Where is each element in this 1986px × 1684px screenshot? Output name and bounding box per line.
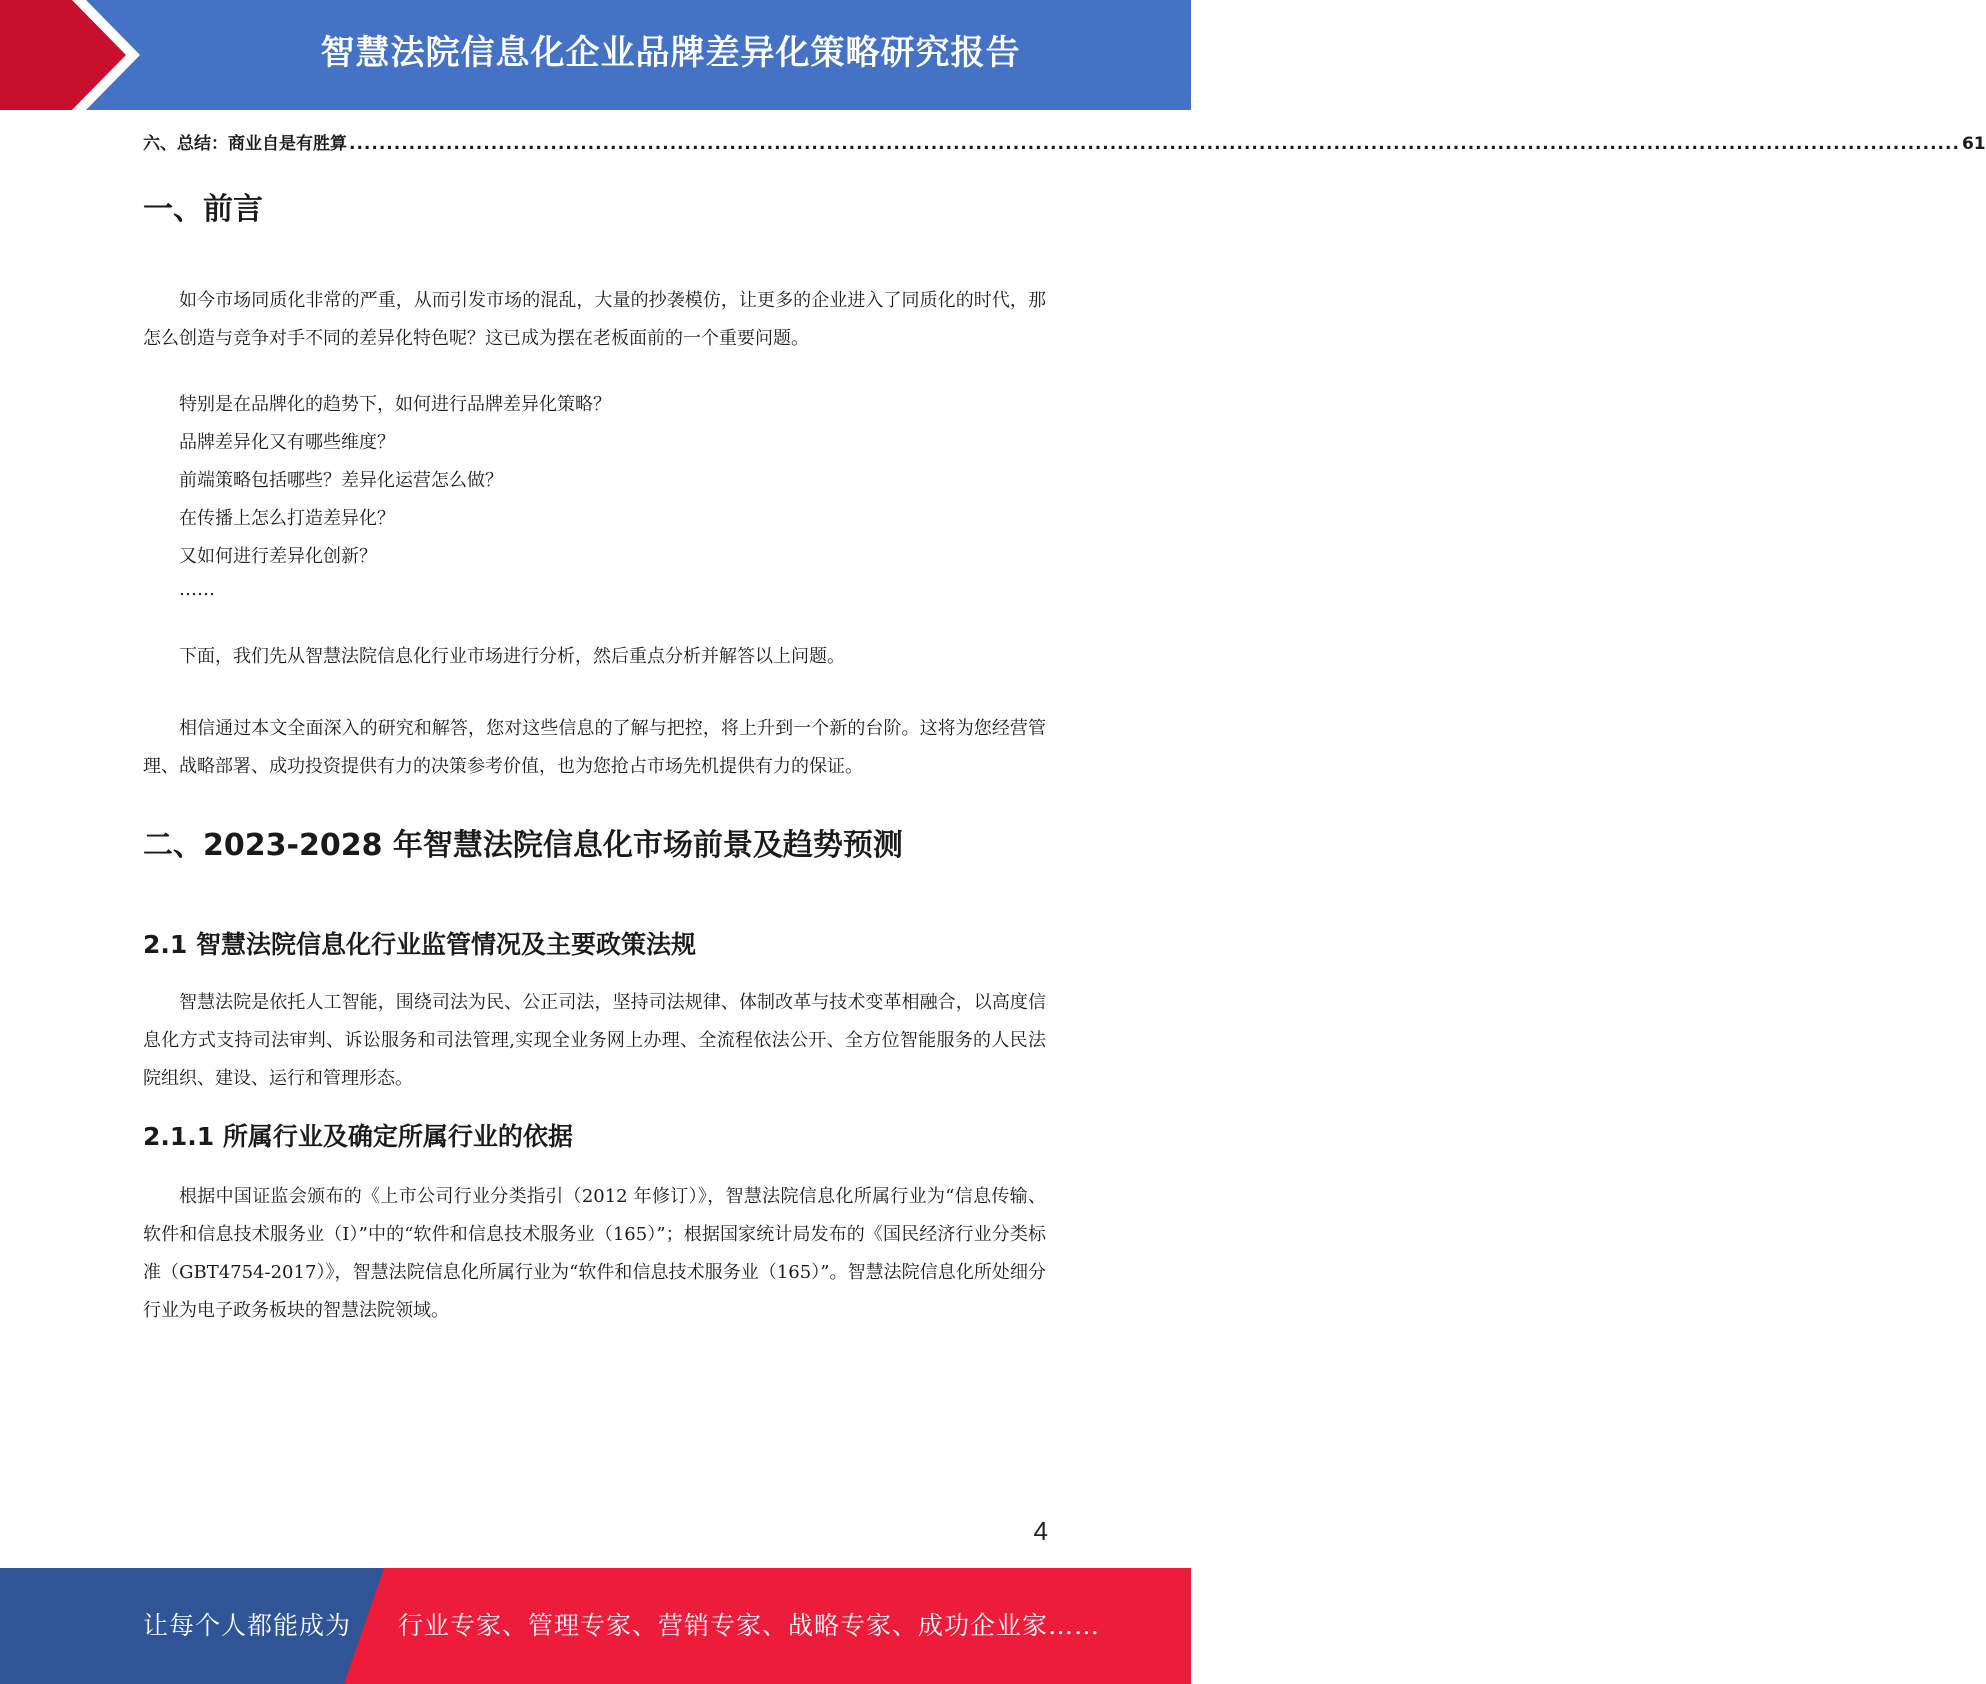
section-heading-preface: 一、前言 (143, 192, 263, 227)
industry-basis-paragraph: 根据中国证监会颁布的《上市公司行业分类指引（2012 年修订）》，智慧法院信息化所属行业为“信息传输、软件和信息技术服务业（I）”中的“软件和信息技术服务业（165）”；根据国家统计局发布的《国民经济行业分类标准（GBT4754-2017）》，智慧法院信息化所属行业为“软件和信息技术服务业（165）”。智慧法院信息化所处细分行业为电子政务板块的智慧法院领域。 (143, 1186, 1046, 1321)
subsection-heading-regulation: 2.1 智慧法院信息化行业监管情况及主要政策法规 (143, 930, 696, 959)
preface-paragraph-3: 相信通过本文全面深入的研究和解答，您对这些信息的了解与把控，将上升到一个新的台阶。这将为您经营管理、战略部署、成功投资提供有力的决策参考价值，也为您抢占市场先机提供有力的保证。 (143, 718, 1046, 777)
toc-leader-dots: ........................................................................................................................................................................................................................ (349, 134, 1960, 154)
toc-entry-page: 61 (1961, 134, 1986, 154)
question-item: 特别是在品牌化的趋势下，如何进行品牌差异化策略？ (179, 394, 611, 415)
document-title: 智慧法院信息化企业品牌差异化策略研究报告 (320, 33, 1021, 73)
question-item: 又如何进行差异化创新？ (179, 546, 377, 567)
question-list (143, 386, 1046, 604)
question-item: 品牌差异化又有哪些维度？ (179, 432, 395, 453)
subsection-heading-industry-basis: 2.1.1 所属行业及确定所属行业的依据 (143, 1122, 573, 1151)
header-band (0, 0, 1191, 110)
question-item: …… (179, 579, 215, 600)
question-item: 前端策略包括哪些？差异化运营怎么做？ (179, 470, 503, 491)
regulation-paragraph: 智慧法院是依托人工智能，围绕司法为民、公正司法，坚持司法规律、体制改革与技术变革相融合，以高度信息化方式支持司法审判、诉讼服务和司法管理,实现全业务网上办理、全流程依法公开、全方位智能服务的人民法院组织、建设、运行和管理形态。 (143, 992, 1046, 1089)
page-content (143, 122, 1986, 1330)
toc-entry-text: 六、总结：商业自是有胜算 (143, 134, 347, 154)
toc-entry[interactable] (143, 122, 1986, 166)
preface-paragraph-1: 如今市场同质化非常的严重，从而引发市场的混乱，大量的抄袭模仿，让更多的企业进入了同质化的时代，那怎么创造与竞争对手不同的差异化特色呢？这已成为摆在老板面前的一个重要问题。 (143, 290, 1046, 349)
header-chevron-decoration (0, 0, 160, 110)
page-number: 4 (1033, 1516, 1048, 1546)
question-item: 在传播上怎么打造差异化？ (179, 508, 395, 529)
section-heading-market-outlook: 二、2023-2028 年智慧法院信息化市场前景及趋势预测 (143, 828, 903, 863)
footer-slogan-left: 让每个人都能成为 (143, 1611, 352, 1640)
footer-band (0, 1568, 1191, 1684)
preface-paragraph-2: 下面，我们先从智慧法院信息化行业市场进行分析，然后重点分析并解答以上问题。 (179, 646, 845, 667)
footer-slogan-right: 行业专家、管理专家、营销专家、战略专家、成功企业家…… (398, 1611, 1101, 1640)
